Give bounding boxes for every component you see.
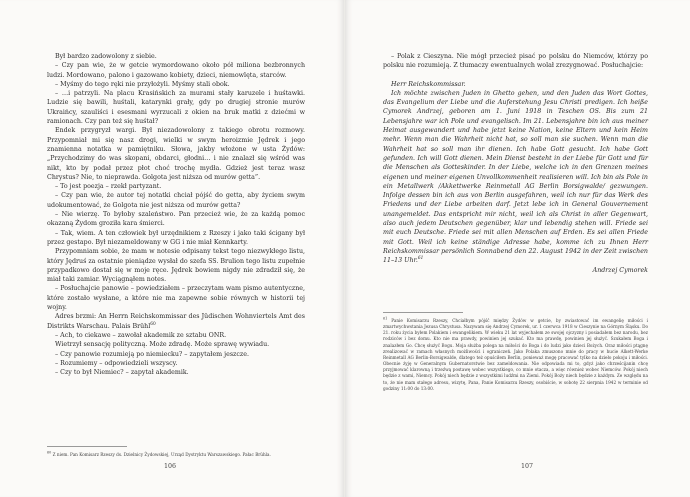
paragraph <box>383 52 648 71</box>
paragraph-text: – Posłuchajcie panowie – powiedziałem – przeczytam wam pismo autentyczne, które zostało wysłane, a które nie ma zapewne sobie równych w historii tej wojny. <box>47 285 305 312</box>
paragraph <box>47 126 305 182</box>
paragraph-text: – Polak z Cieszyna. Nie mógł przecież pisać po polsku do Niemców, którzy po polsku nie rozumieją. Z tłumaczy ewentualnych wolał zrezygnować. Posłuchajcie: <box>383 53 648 70</box>
paragraph-text: – Czy pan wie, że w getcie wymordowano około pół miliona bezbronnych ludzi. Mordowano, palono i gazowano kobiety, dzieci, niemowlęta, starców. <box>47 62 305 79</box>
paragraph <box>383 89 648 266</box>
right-page-body <box>383 52 648 275</box>
footnote-separator <box>383 312 463 313</box>
left-page-body <box>47 52 305 377</box>
paragraph <box>47 284 305 312</box>
paragraph-text: Wietrzył sensację polityczną. Może zdradę. Może sprawę wywiadu. <box>55 341 270 349</box>
paragraph-text: – To jest poezja – rzekł partyzant. <box>55 183 162 191</box>
paragraph <box>47 331 305 340</box>
paragraph-text: Był bardzo zadowolony z siebie. <box>55 53 157 60</box>
signature <box>383 266 648 275</box>
paragraph-text: – Nie wierzę. To byłoby szaleństwo. Pan przecież wie, że za każdą pomoc okazaną Żydom groziła kara śmierci. <box>47 211 305 228</box>
paragraph <box>47 210 305 229</box>
paragraph <box>47 52 305 61</box>
paragraph-text: – Tak, wiem. A ten człowiek był urzędnikiem z Rzeszy i jako taki ścigany był przez gestapo. Był niezameldowany w GG i nie miał Kennkarty. <box>47 229 305 246</box>
paragraph <box>47 191 305 210</box>
paragraph <box>47 368 305 377</box>
footnote-text: Z niem. Pan Komisarz Rzeszy ds. Dzielnicy Żydowskiej, Urząd Dystryktu Warszawskiego. Pałac Brühla. <box>52 452 271 457</box>
left-page-footnotes <box>47 452 305 458</box>
paragraph <box>383 80 648 89</box>
page-number: 106 <box>164 463 177 470</box>
left-page <box>0 0 344 497</box>
paragraph <box>47 89 305 126</box>
paragraph <box>47 359 305 368</box>
paragraph <box>47 312 305 331</box>
footnote-reference[interactable]: 61 <box>417 256 424 262</box>
paragraph-text: Endek przygryzł wargi. Był niezadowolony z takiego obrotu rozmowy. Przypomniał mi się nasz drogi, wielki w swym heroizmie Jędrek i jego znamienna notatka w pamiętniku. Słowa, jakby włożone w usta Żydów: „Przychodzimy do was skopani, obdarci, głodni… i nie znalazł się wśród was nikt, kto by podał przez płot choć trochę mydła. Gdzież jest teraz wasz Chrystus? Nie, to nieprawda. Golgota jest niższa od murów getta”. <box>47 127 305 181</box>
footnote-separator <box>47 446 127 447</box>
paragraph-text: Andrzej Cymorek <box>592 266 648 274</box>
paragraph-text: Adres brzmi: An Herrn Reichskommissar des Jüdischen Wohnviertels Amt des Distrikts Warschau. Palais Brühl <box>47 313 305 330</box>
paragraph <box>47 350 305 359</box>
footnote-reference[interactable]: 60 <box>150 321 156 327</box>
footnote <box>383 318 648 392</box>
paragraph-text: – Czy to był Niemiec? – zapytał akademik. <box>55 369 189 377</box>
paragraph-text: – …i patrzyli. Na placu Krasińskich za murami stały karuzele i huśtawki. Ludzie się bawili, huśtali, katarynki grały, gdy po drugiej stronie murów Ukraińcy, szauliści i esesmani wyrzucali z okien na bruk matki z dziećmi w ramionach. Czy pan też się huśtał? <box>47 90 305 126</box>
footnote <box>47 452 305 458</box>
paragraph-text: Herr Reichskommissar. <box>391 80 466 88</box>
paragraph <box>47 340 305 349</box>
paragraph-text: – Czy panowie rozumieją po niemiecku? – zapytałem jeszcze. <box>55 350 249 358</box>
paragraph-text: – Ach, to ciekawe – zawołał akademik ze sztabu ONR. <box>55 331 227 339</box>
paragraph <box>47 182 305 191</box>
paragraph <box>47 80 305 89</box>
paragraph-text: – Rozumiemy – odpowiedzieli wszyscy. <box>55 359 178 367</box>
paragraph-text: – Myśmy do tego ręki nie przyłożyli. Myśmy stali obok. <box>55 80 230 88</box>
footnote-mark: 61 <box>383 316 388 321</box>
footnote-text: Panie Komisarzu Rzeszy, Chciałbym pójść między Żydów w getcie, by zwiastować im ewangelię miłości i zmartwychwstania Jezusa Chrystusa. Nazywam się Andrzej Cymorek, ur. 1 czerwca 1918 w Cieszynie na Górnym Śląsku. Do 21. roku życia byłem Polakiem i ewangelikiem. W wieku 21 lat wyjechałem ze swojej ojczyzny i posiadałem bez narodu, bez rodziców i bez domu. Kto nie ma prawdy, powinien jej szukać. Kto ma prawdę, powinien jej służyć. Szukałem Boga i znalazłem Go. Chcę służyć Bogu. Moja służba polega na miłości do Boga i do ludzi jako dzieci Bożych. Oraz miłości ptągnę zrealizować w ramach własnych możliwości i ograniczeń. Jako Polaka zmuszono mnie do pracy w hucie Alkett-Werke Reinmetall AG Berlin-Borsigwalde, dlatego też opuściłem Berlin, ponieważ mogę pracować tylko na dzieło pokoju i miłości. Obecnie żyję w Generalnym Gubernatorstwie bez zameldowania. Nie odpowiada mi to, gdyż jako chrześcijanin chcę przyjmować klarowną i trzeźwą postawę wobec wszystkiego, co mnie otacza, a więc również wobec Niemców. Pokój niech będzie z wami, Niemcy. Pokój niech będzie z wszystkimi ludźmi na Ziemi. Pokój Boży niech będzie z każdym. Ze względu na to, że nie mam stałego adresu, wizytę, Pana, Panie Komisarzu Rzeszy, osobiście, w sobotę 22 sierpnia 1942 w terminie od godziny 11:00 do 13:00. <box>383 318 648 391</box>
paragraph-text: Przypomniam sobie, że mam w notesie odpisany tekst tego niezwykłego listu, który Jędruś za ostatnie pieniądze wysłał do szefa SS. Brulion tego listu zupełnie przypadkowo dostał się w moje ręce. Jędrek bowiem nigdy nie zdradził się, że miał taki zamiar. Wyciągnąłem notes. <box>47 248 305 284</box>
paragraph <box>47 229 305 248</box>
paragraph-text: – Czy pan wie, że autor tej notatki chciał pójść do getta, aby życiem swym udokumentować, że Golgota nie jest niższa od murów getta? <box>47 192 305 209</box>
right-page <box>345 0 690 497</box>
paragraph <box>47 247 305 284</box>
right-page-footnotes <box>383 318 648 392</box>
footnote-mark: 60 <box>47 450 52 455</box>
paragraph <box>47 61 305 80</box>
page-number: 107 <box>521 463 534 470</box>
paragraph-text: Ich möchte zwischen Juden in Ghetto gehen, und den Juden das Wort Gottes, das Evangelium der Liebe und die Auferstehung Jesu Christi predigen. Ich heiße Cymorek Andrzej, geboren am 1. Juni 1918 in Teschen OS. Bis zum 21 Lebensjahre war ich Pole und evangelisch. Im 21. Lebensjahre bin ich aus meiner Heimat ausgewandert und habe jetzt keine Nation, keine Eltern und kein Heim mehr. Wenn man die Wahrheit nicht hat, so soll man sie suchen. Wenn man die Wahrheit hat so soll man ihr dienen. Ich habe Gott gesucht. Ich habe Gott gefunden. Ich will Gott dienen. Mein Dienst besteht in der Liebe für Gott und für die Menschen als Gotteskinder. In der Liebe, welche ich in den Grenzen meines eigenen und meiner eigenen Unvollkommenheit realisieren will. Ich bin als Pole in ein Metallwerk /Akkettwerke Reinmetall AG Berlin Borsigwalde/ gezwungen. Infolge dessen bin ich aus von Berlin ausgefahren, weil ich nur für das Werk des Friedens und der Liebe arbeiten darf. Jetzt lebe ich in General Gouvernement unangemeldet. Das entspricht mir nicht, weil ich als Christ in aller Gegenwart, also auch jedem Deutschen gegenüber, klar und lebendig stehen will. Friede sei mit euch Deutsche. Friede sei mit allen Menschen auf Erden. Es sei allen Friede mit Gott. Weil ich keine ständige Adresse habe, komme ich zu Ihnen Herr Reichskommissar persönlich Sonnabend den 22. August 1942 in der Zeit zwischen 11–13 Uhr. <box>383 89 648 265</box>
